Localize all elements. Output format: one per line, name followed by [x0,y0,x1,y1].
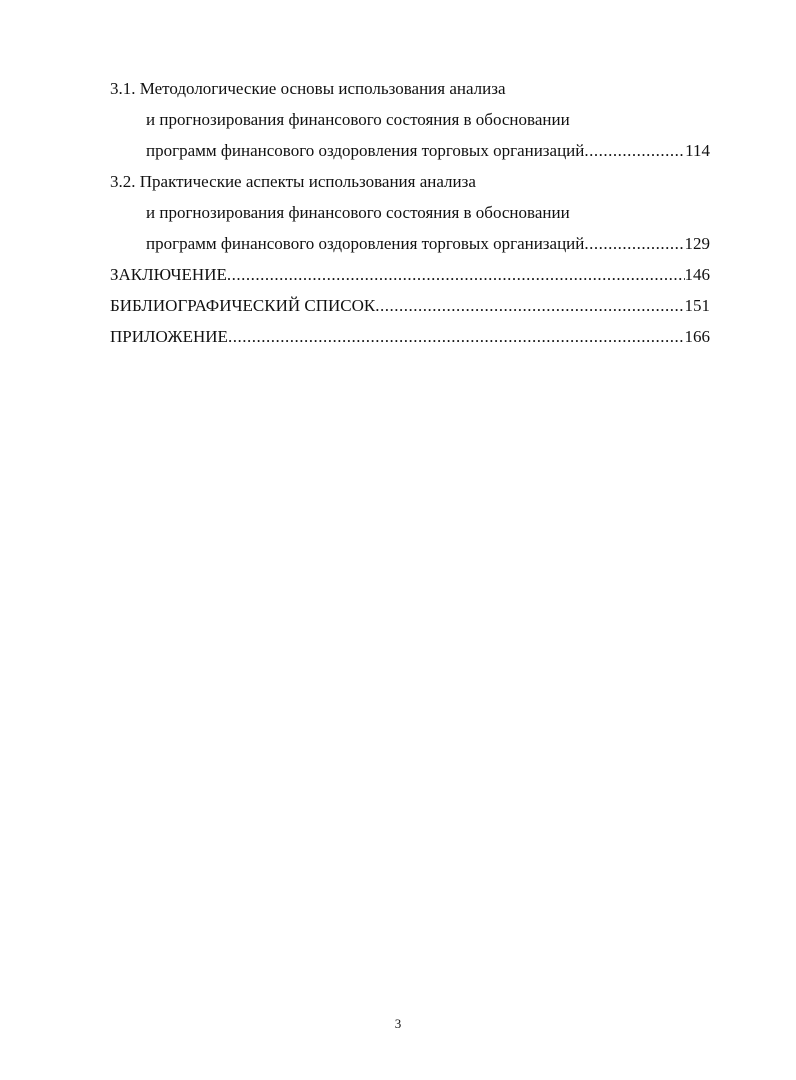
toc-entry-title-continued: и прогнозирования финансового состояния в обосновании [146,110,570,129]
toc-entry-3-2-line-2 [110,197,710,228]
toc-entry-3-2-line-1 [110,166,710,197]
toc-entry-title-continued: программ финансового оздоровления торговых организаций [146,234,585,253]
toc-entry-number: 3.2. [110,172,136,191]
page-number: 3 [394,1016,402,1031]
toc-entry-title: Практические аспекты использования анализа [139,172,476,191]
toc-entry-title: ПРИЛОЖЕНИЕ [110,327,228,346]
toc-entry-number: 3.1. [110,79,136,98]
toc-page-number: 114 [685,141,710,160]
toc-page-number: 146 [684,265,710,284]
toc-entry-title: ЗАКЛЮЧЕНИЕ [110,265,227,284]
toc-page-number: 151 [684,296,710,315]
toc-entry-3-1-line-2 [110,104,710,135]
toc-page-number: 129 [684,234,710,253]
toc-entry-3-2-line-3 [110,228,710,259]
toc-entry-bibliography [110,290,710,321]
dot-leader [584,228,684,259]
toc-entry-title: БИБЛИОГРАФИЧЕСКИЙ СПИСОК [110,296,376,315]
dot-leader [228,321,685,352]
dot-leader [375,290,684,321]
toc-entry-3-1-line-3 [110,135,710,166]
toc-entry-title-continued: программ финансового оздоровления торговых организаций [146,141,585,160]
toc-entry-3-1-line-1 [110,73,710,104]
toc-entry-appendix [110,321,710,352]
toc-page-number: 166 [684,327,710,346]
table-of-contents [110,73,710,352]
dot-leader [227,259,685,290]
toc-entry-title-continued: и прогнозирования финансового состояния в обосновании [146,203,570,222]
toc-entry-title: Методологические основы использования анализа [139,79,506,98]
dot-leader [584,135,685,166]
toc-entry-conclusion [110,259,710,290]
